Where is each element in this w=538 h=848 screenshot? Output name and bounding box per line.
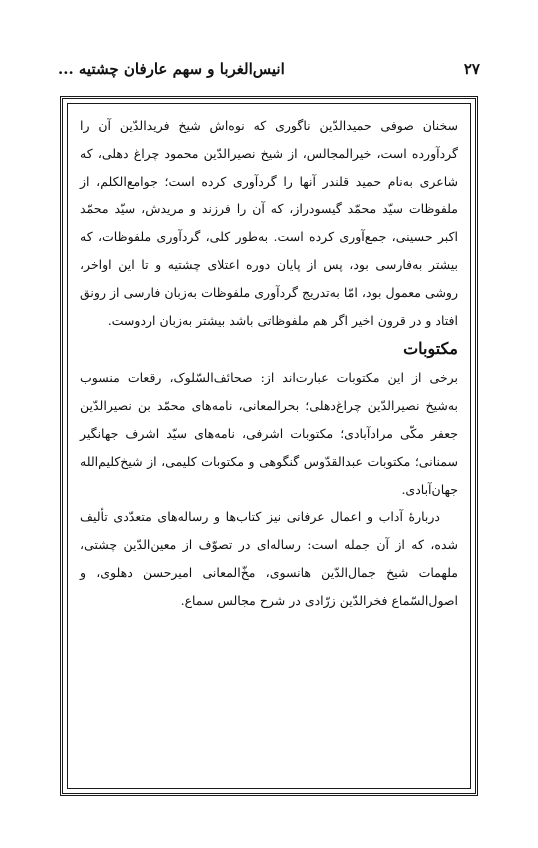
section-heading: مکتوبات xyxy=(403,339,458,359)
paragraph-malfuzat: سخنان صوفی حمیدالدّین ناگوری که نوه‌اش شیخ فریدالدّین آن را گردآورده است، خیرالمجالس، از شیخ نصیرالدّین محمود چراغ دهلی، که شاعری به‌نام حمید قلندر آنها را گردآوری کرده است؛ جوامع‌الکلم، از ملفوظات سیّد محمّد گیسودراز، که آن را فرزند و مریدش، سیّد محمّد اکبر حسینی، جمع‌آوری کرده است. به‌طور کلی، گردآوری ملفوظات، که بیشتر به‌فارسی بود، پس از پایان دوره اعتلای چشتیه و تا این اواخر، روشی معمول بود، امّا به‌تدریج گردآوری ملفوظات به‌زبان فارسی از رونق افتاد و در قرون اخیر اگر هم ملفوظاتی باشد بیشتر به‌زبان اردوست. xyxy=(80,118,458,328)
running-head xyxy=(58,60,480,82)
page-number: ۲۷ xyxy=(463,60,480,78)
paragraph-adab: دربارهٔ آداب و اعمال عرفانی نیز کتاب‌ها و رساله‌های متعدّدی تألیف شده، که از آن جمله است: رساله‌ای در تصوّف از معین‌الدّین چشتی، ملهمات شیخ جمال‌الدّین هانسوی، مخّ‌المعانی امیرحسن دهلوی، و اصول‌السّماع فخرالدّین زرّادی در شرح مجالس سماع. xyxy=(80,509,458,608)
paragraph-maktubat: برخی از این مکتوبات عبارت‌اند از: صحائف‌السّلوک، رقعات منسوب به‌شیخ نصیرالدّین چراغ‌دهلی؛ بحرالمعانی، نامه‌های محمّد بن نصیرالدّین جعفر مکّی مرادآبادی؛ مکتوبات اشرفی، نامه‌های سیّد اشرف جهانگیر سمنانی؛ مکتوبات عبدالقدّوس گنگوهی و مکتوبات کلیمی، از شیخ‌کلیم‌الله جهان‌آبادی. xyxy=(80,370,458,497)
running-title: انیس‌الغربا و سهم عارفان چشتیه ... xyxy=(58,60,285,78)
body-text xyxy=(80,112,458,615)
